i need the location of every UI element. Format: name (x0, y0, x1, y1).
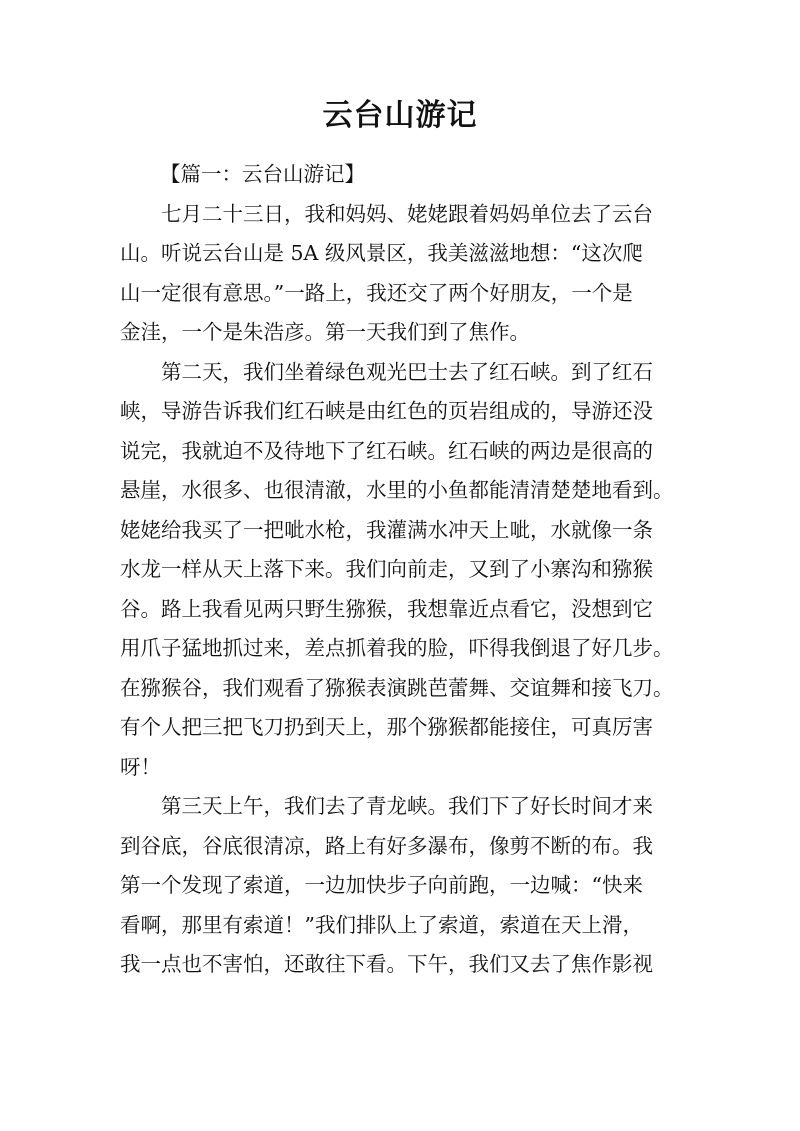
text-line: 【篇一：云台山游记】 (160, 162, 365, 186)
paragraph-2 (120, 353, 682, 788)
text-line: 第一个发现了索道，一边加快步子向前跑，一边喊：“快来 (120, 873, 643, 897)
text-line: 在猕猴谷，我们观看了猕猴表演跳芭蕾舞、交谊舞和接飞刀。 (120, 675, 674, 700)
text-line: 水龙一样从天上落下来。我们向前走，又到了小寨沟和猕猴 (120, 557, 653, 581)
text-line: 第二天，我们坐着绿色观光巴士去了红石峡。到了红石 (161, 359, 653, 384)
text-line: 说完，我就迫不及待地下了红石峡。红石峡的两边是很高的 (120, 438, 653, 463)
text-line: 用爪子猛地抓过来，差点抓着我的脸，吓得我倒退了好几步。 (120, 636, 674, 660)
text-line: 呀！ (120, 754, 161, 779)
text-line: 看啊，那里有索道！”我们排队上了索道，索道在天上滑， (120, 912, 643, 937)
text-line: 悬崖，水很多、也很清澈，水里的小鱼都能清清楚楚地看到。 (120, 478, 674, 502)
paragraph-3 (120, 787, 682, 985)
text-line: 我一点也不害怕，还敢往下看。下午，我们又去了焦作影视 (120, 952, 653, 976)
text-line: 姥姥给我买了一把呲水枪，我灌满水冲天上呲，水就像一条 (120, 517, 653, 542)
text-line: 七月二十三日，我和妈妈、姥姥跟着妈妈单位去了云台 (161, 201, 653, 226)
text-line: 山一定很有意思。”一路上，我还交了两个好朋友，一个是 (120, 280, 633, 305)
document-title: 云台山游记 (322, 98, 478, 133)
paragraph-1 (120, 195, 682, 353)
document-body (120, 155, 682, 985)
section-heading (120, 155, 682, 195)
text-line: 第三天上午，我们去了青龙峡。我们下了好长时间才来 (161, 794, 653, 818)
text-line: 到谷底，谷底很清凉，路上有好多瀑布，像剪不断的布。我 (120, 833, 653, 858)
text-line: 山。听说云台山是 5A 级风景区，我美滋滋地想：“这次爬 (120, 241, 643, 265)
text-line: 有个人把三把飞刀扔到天上，那个猕猴都能接住，可真厉害 (120, 715, 653, 739)
text-line: 谷。路上我看见两只野生猕猴，我想靠近点看它，没想到它 (120, 596, 653, 621)
text-line: 峡，导游告诉我们红石峡是由红色的页岩组成的，导游还没 (120, 399, 653, 423)
text-line: 金洼，一个是朱浩彦。第一天我们到了焦作。 (120, 320, 530, 344)
